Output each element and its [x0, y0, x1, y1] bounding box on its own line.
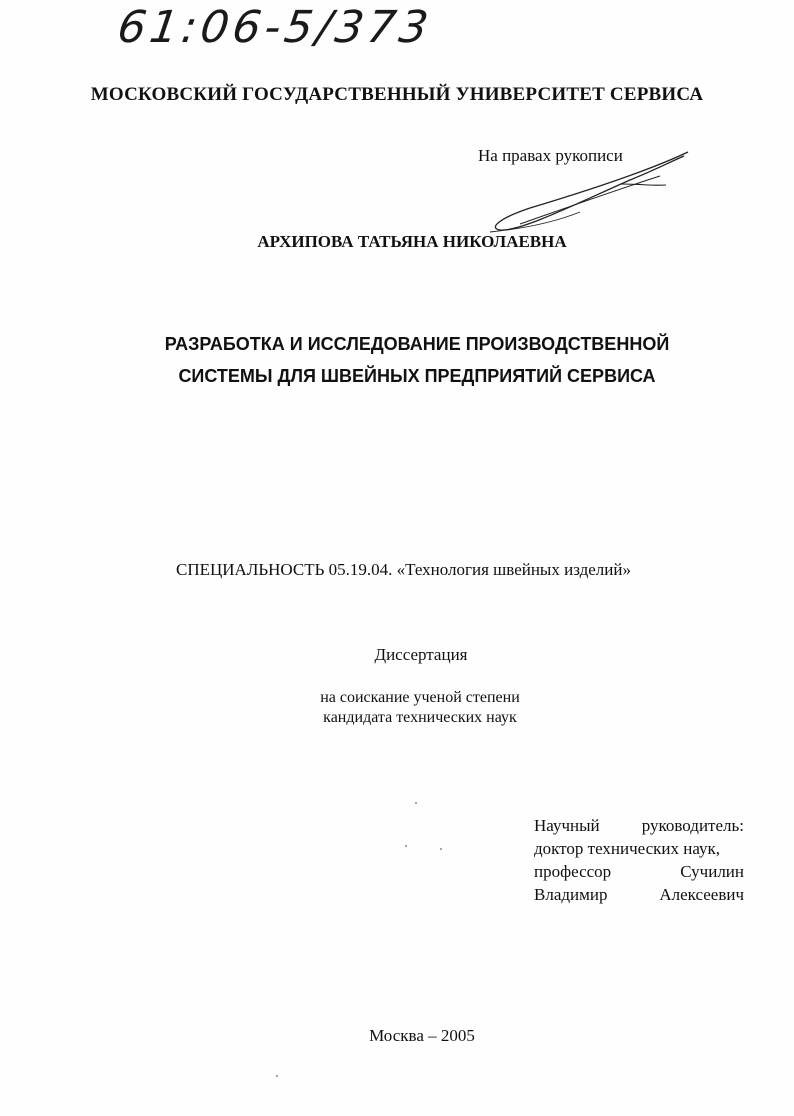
degree-statement [0, 688, 794, 728]
degree-line: на соискание ученой степени [320, 689, 520, 706]
supervisor-line [534, 814, 744, 837]
scan-speck [440, 848, 442, 850]
city-year: Москва – 2005 [369, 1026, 475, 1045]
signature-icon [470, 140, 700, 240]
manuscript-rights: На правах рукописи [478, 146, 623, 165]
title-line: СИСТЕМЫ ДЛЯ ШВЕЙНЫХ ПРЕДПРИЯТИЙ СЕРВИСА [178, 366, 656, 386]
supervisor-word: Владимир [534, 885, 608, 904]
scan-speck [415, 802, 417, 804]
supervisor-word: Научный [534, 816, 600, 835]
scan-speck [276, 1075, 278, 1077]
scientific-supervisor [534, 814, 744, 906]
university-name: МОСКОВСКИЙ ГОСУДАРСТВЕННЫЙ УНИВЕРСИТЕТ СЕРВИСА [90, 84, 704, 105]
specialty: СПЕЦИАЛЬНОСТЬ 05.19.04. «Технология швейных изделий» [176, 560, 631, 579]
supervisor-degree: доктор технических наук, [534, 839, 721, 858]
author-name: АРХИПОВА ТАТЬЯНА НИКОЛАЕВНА [257, 232, 567, 251]
title-line: РАЗРАБОТКА И ИССЛЕДОВАНИЕ ПРОИЗВОДСТВЕННОЙ [164, 334, 670, 354]
supervisor-word: руководитель: [641, 816, 744, 835]
supervisor-word: профессор [534, 862, 612, 881]
archive-code: 61:06-5/373 [114, 2, 436, 53]
scan-speck [405, 845, 407, 847]
document-type: Диссертация [374, 645, 468, 664]
supervisor-word: Алексеевич [659, 885, 744, 904]
supervisor-word: Сучилин [680, 862, 744, 881]
dissertation-title [0, 328, 794, 392]
supervisor-line [534, 837, 744, 860]
supervisor-line [534, 860, 744, 883]
supervisor-line [534, 883, 744, 906]
degree-line: кандидата технических наук [323, 709, 517, 726]
